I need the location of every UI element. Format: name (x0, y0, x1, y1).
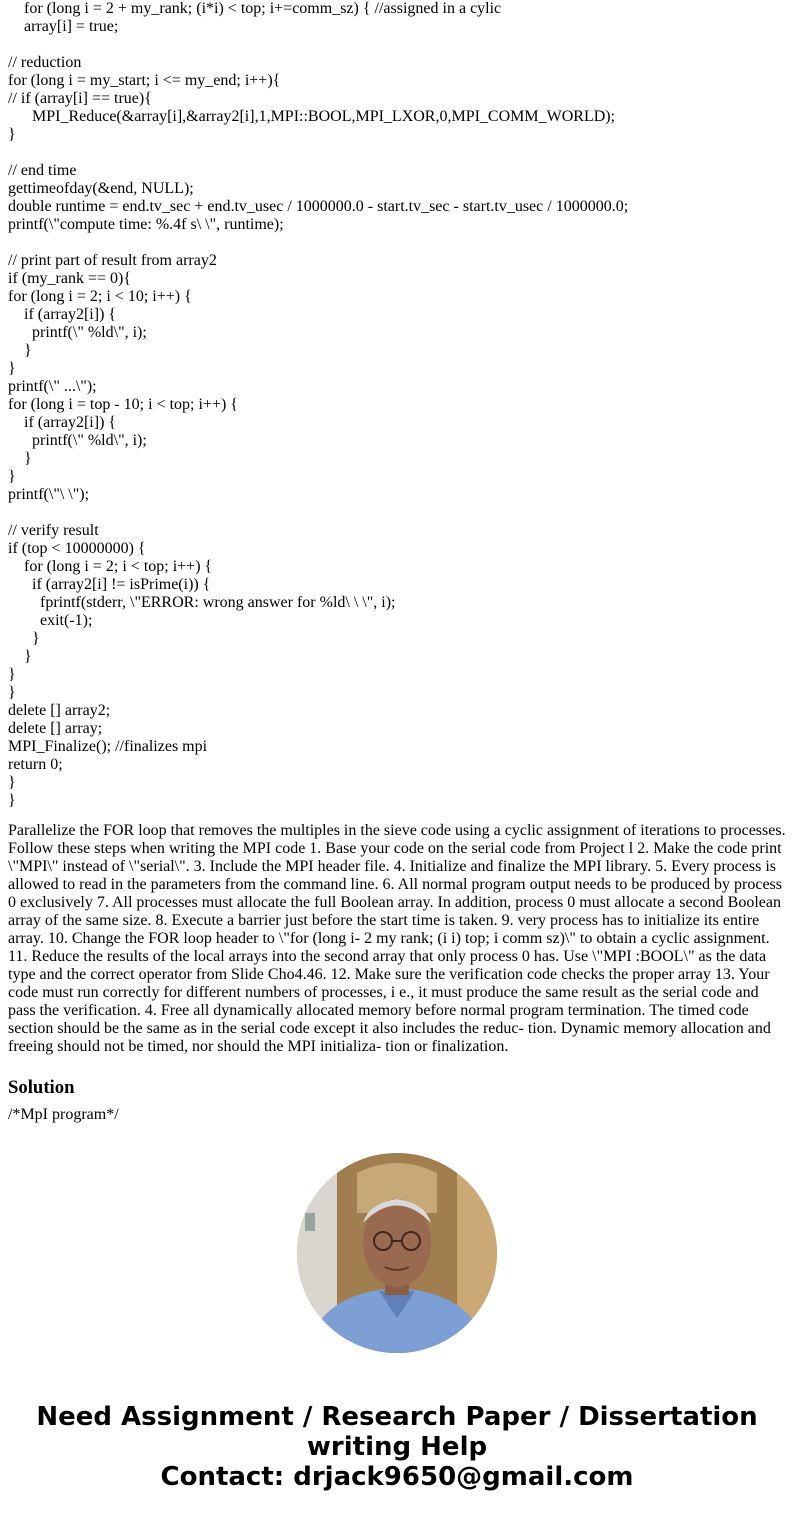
code-line: } (8, 684, 16, 701)
code-line: // if (array[i] == true){ (8, 90, 152, 107)
code-line: MPI_Finalize(); //finalizes mpi (8, 738, 208, 755)
code-line: printf(\" %ld\", i); (8, 324, 147, 341)
code-line: MPI_Reduce(&array[i],&array2[i],1,MPI::BOOL,MPI_LXOR,0,MPI_COMM_WORLD); (8, 108, 616, 125)
code-line: for (long i = my_start; i <= my_end; i++){ (8, 72, 281, 89)
contact-banner (0, 1402, 794, 1492)
code-line: double runtime = end.tv_sec + end.tv_usec / 1000000.0 - start.tv_sec - start.tv_usec / 1000000.0; (8, 198, 629, 215)
solution-heading: Solution (8, 1077, 75, 1098)
problem-statement: Parallelize the FOR loop that removes the multiples in the sieve code using a cyclic assignment of iterations to processes. Follow these steps when writing the MPI code 1. Base your code on the serial code from Project l 2. Make the code print \"MPI\" instead of \"serial\". 3. Include the MPI header file. 4. Initialize and finalize the MPI library. 5. Every process is allowed to read in the parameters from the command line. 6. All normal program output needs to be produced by process 0 exclusively 7. All processes must allocate the full Boolean array. In addition, process 0 must allocate a second Boolean array of the same size. 8. Execute a barrier just before the start time is taken. 9. very process has to initialize its entire array. 10. Change the FOR loop header to \"for (long i- 2 my rank; (i i) top; i comm sz)\" to obtain a cyclic assignment. 11. Reduce the results of the local arrays into the second array that only process 0 has. Use \"MPI :BOOL\" as the data type and the correct operator from Slide Cho4.46. 12. Make sure the verification code checks the proper array 13. Your code must run correctly for different numbers of processes, i e., it must produce the same result as the serial code and pass the verification. 4. Free all dynamically allocated memory before normal program termination. The timed code section should be the same as in the serial code except it also includes the reduc- tion. Dynamic memory allocation and freeing should not be timed, nor should the MPI initializa- tion or finalization. (8, 822, 786, 1055)
code-line (8, 144, 788, 162)
code-line (8, 504, 788, 522)
code-line: } (8, 342, 32, 359)
banner-line-2: writing Help (306, 1432, 488, 1462)
code-line: } (8, 630, 40, 647)
code-line: gettimeofday(&end, NULL); (8, 180, 194, 197)
code-line: } (8, 648, 32, 665)
author-avatar (297, 1153, 497, 1353)
banner-contact-line: Contact: drjack9650@gmail.com (160, 1462, 634, 1492)
code-line: if (top < 10000000) { (8, 540, 146, 557)
avatar-photo (297, 1153, 497, 1353)
solution-code-first-line: /*MpI program*/ (8, 1106, 119, 1123)
code-line: if (array2[i] != isPrime(i)) { (8, 576, 211, 593)
code-line: if (array2[i]) { (8, 414, 117, 431)
code-line: // end time (8, 162, 77, 179)
code-line: delete [] array; (8, 720, 103, 737)
code-line: return 0; (8, 756, 63, 773)
code-line: for (long i = 2 + my_rank; (i*i) < top; i+=comm_sz) { //assigned in a cylic (8, 0, 502, 17)
code-block (8, 0, 788, 810)
code-line: printf(\"compute time: %.4f s\ \", runtime); (8, 216, 284, 233)
code-line: } (8, 126, 16, 143)
banner-line-1: Need Assignment / Research Paper / Dissertation (36, 1402, 758, 1432)
code-line: printf(\" ...\"); (8, 378, 97, 395)
content-area (8, 0, 788, 1123)
code-line: // verify result (8, 522, 99, 539)
code-line: } (8, 450, 32, 467)
code-line: // reduction (8, 54, 82, 71)
code-line: for (long i = top - 10; i < top; i++) { (8, 396, 238, 413)
code-line (8, 36, 788, 54)
code-line: } (8, 468, 16, 485)
code-line: } (8, 774, 16, 791)
code-line: printf(\" %ld\", i); (8, 432, 147, 449)
code-line: for (long i = 2; i < 10; i++) { (8, 288, 192, 305)
code-line: delete [] array2; (8, 702, 111, 719)
code-line: } (8, 360, 16, 377)
code-line: } (8, 666, 16, 683)
code-line (8, 234, 788, 252)
code-line: // print part of result from array2 (8, 252, 217, 269)
code-line: fprintf(stderr, \"ERROR: wrong answer for %ld\ \ \", i); (8, 594, 396, 611)
code-line: for (long i = 2; i < top; i++) { (8, 558, 213, 575)
code-line: array[i] = true; (8, 18, 119, 35)
code-line: } (8, 792, 16, 809)
code-line: exit(-1); (8, 612, 93, 629)
code-line: if (array2[i]) { (8, 306, 117, 323)
code-line: if (my_rank == 0){ (8, 270, 132, 287)
code-line: printf(\"\ \"); (8, 486, 90, 503)
